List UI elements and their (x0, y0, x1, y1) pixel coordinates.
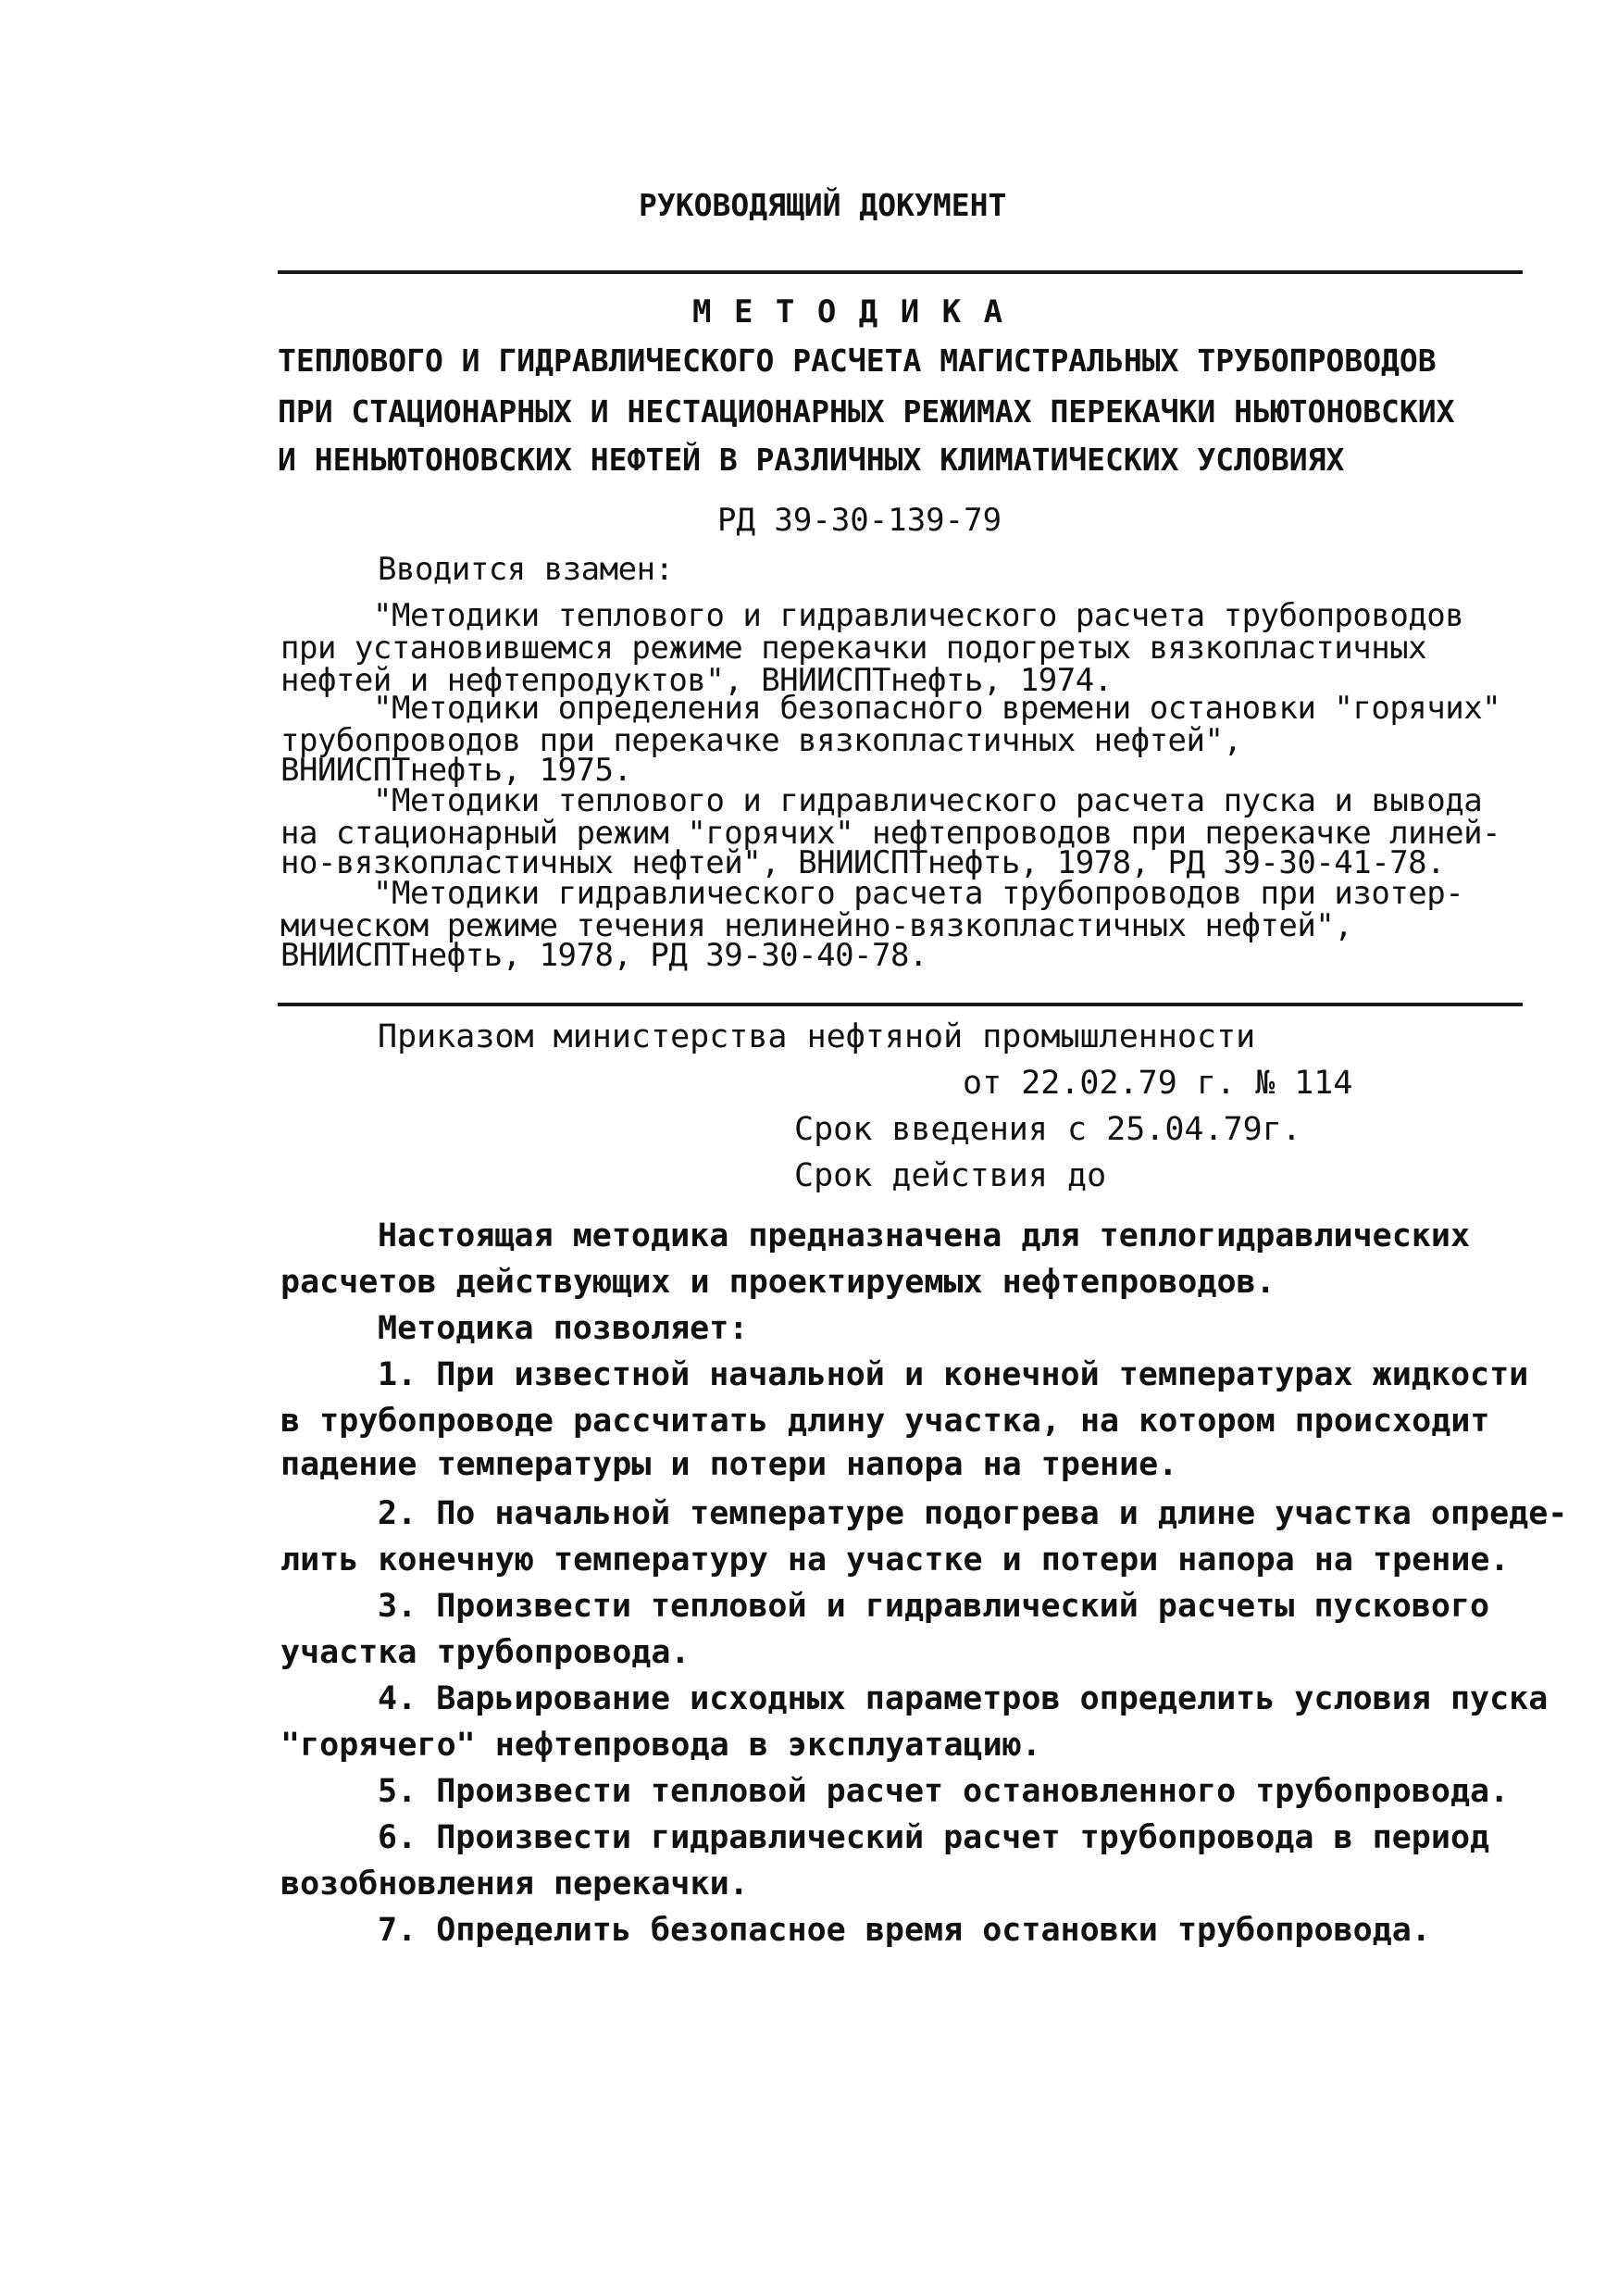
effective-date: Срок введения с 25.04.79г. (794, 1111, 1301, 1148)
title-line-1: ТЕПЛОВОГО И ГИДРАВЛИЧЕСКОГО РАСЧЕТА МАГИСТРАЛЬНЫХ ТРУБОПРОВОДОВ (278, 343, 1437, 379)
replacement-line: ВНИИСПТнефть, 1975. (280, 752, 632, 789)
list-item: 1. При известной начальной и конечной температурах жидкости (378, 1356, 1529, 1393)
document-type-heading: РУКОВОДЯЩИЙ ДОКУМЕНТ (639, 187, 1007, 223)
list-item: падение температуры и потери напора на трение. (280, 1446, 1178, 1483)
allows-heading: Методика позволяет: (378, 1310, 749, 1347)
replacement-line: "Методики теплового и гидравлического расчета пуска и вывода (373, 782, 1483, 819)
order-date-number: от 22.02.79 г. № 114 (963, 1065, 1353, 1102)
replacement-label: Вводится взамен: (378, 551, 674, 588)
list-item: в трубопроводе рассчитать длину участка, на котором происходит (280, 1403, 1490, 1440)
list-item: 7. Определить безопасное время остановки трубопровода. (378, 1912, 1431, 1949)
list-item: возобновления перекачки. (280, 1866, 749, 1903)
list-item: участка трубопровода. (280, 1634, 691, 1671)
validity-period: Срок действия до (794, 1157, 1107, 1194)
replacement-line: на стационарный режим "горячих" нефтепроводов при перекачке линей- (280, 815, 1501, 852)
replacement-line: но-вязкопластичных нефтей", ВНИИСПТнефть, 1978, РД 39-30-41-78. (280, 844, 1446, 881)
title-line-3: И НЕНЬЮТОНОВСКИХ НЕФТЕЙ В РАЗЛИЧНЫХ КЛИМАТИЧЕСКИХ УСЛОВИЯХ (278, 442, 1345, 478)
top-rule (278, 270, 1523, 274)
middle-rule (278, 1003, 1523, 1006)
intro-line: расчетов действующих и проектируемых нефтепроводов. (280, 1264, 1276, 1301)
replacement-line: трубопроводов при перекачке вязкопластичных нефтей", (280, 722, 1242, 759)
ministry-order: Приказом министерства нефтяной промышленности (378, 1018, 1256, 1055)
intro-line: Настоящая методика предназначена для теплогидравлических (378, 1217, 1471, 1254)
document-code: РД 39-30-139-79 (717, 502, 1002, 539)
replacement-line: при установившемся режиме перекачки подогретых вязкопластичных (280, 630, 1427, 667)
list-item: 4. Варьирование исходных параметров определить условия пуска (378, 1680, 1549, 1717)
replacement-line: "Методики теплового и гидравлического расчета трубопроводов (373, 597, 1464, 634)
list-item: "горячего" нефтепровода в эксплуатацию. (280, 1727, 1041, 1764)
list-item: 6. Произвести гидравлический расчет трубопровода в период (378, 1819, 1490, 1856)
list-item: 3. Произвести тепловой и гидравлический расчеты пускового (378, 1588, 1490, 1625)
list-item: 2. По начальной температуре подогрева и длине участка опреде- (378, 1495, 1568, 1532)
replacement-line: ВНИИСПТнефть, 1978, РД 39-30-40-78. (280, 937, 927, 974)
replacement-line: "Методики определения безопасного времени остановки "горячих" (373, 690, 1501, 727)
list-item: 5. Произвести тепловой расчет остановленного трубопровода. (378, 1773, 1510, 1810)
methodology-title: М Е Т О Д И К А (692, 293, 1005, 331)
list-item: лить конечную температуру на участке и потери напора на трение. (280, 1541, 1510, 1578)
replacement-line: нефтей и нефтепродуктов", ВНИИСПТнефть, 1974. (280, 662, 1113, 699)
replacement-line: "Методики гидравлического расчета трубопроводов при изотер- (373, 875, 1464, 912)
replacement-line: мическом режиме течения нелинейно-вязкопластичных нефтей", (280, 907, 1353, 944)
title-line-2: ПРИ СТАЦИОНАРНЫХ И НЕСТАЦИОНАРНЫХ РЕЖИМАХ ПЕРЕКАЧКИ НЬЮТОНОВСКИХ (278, 393, 1455, 430)
